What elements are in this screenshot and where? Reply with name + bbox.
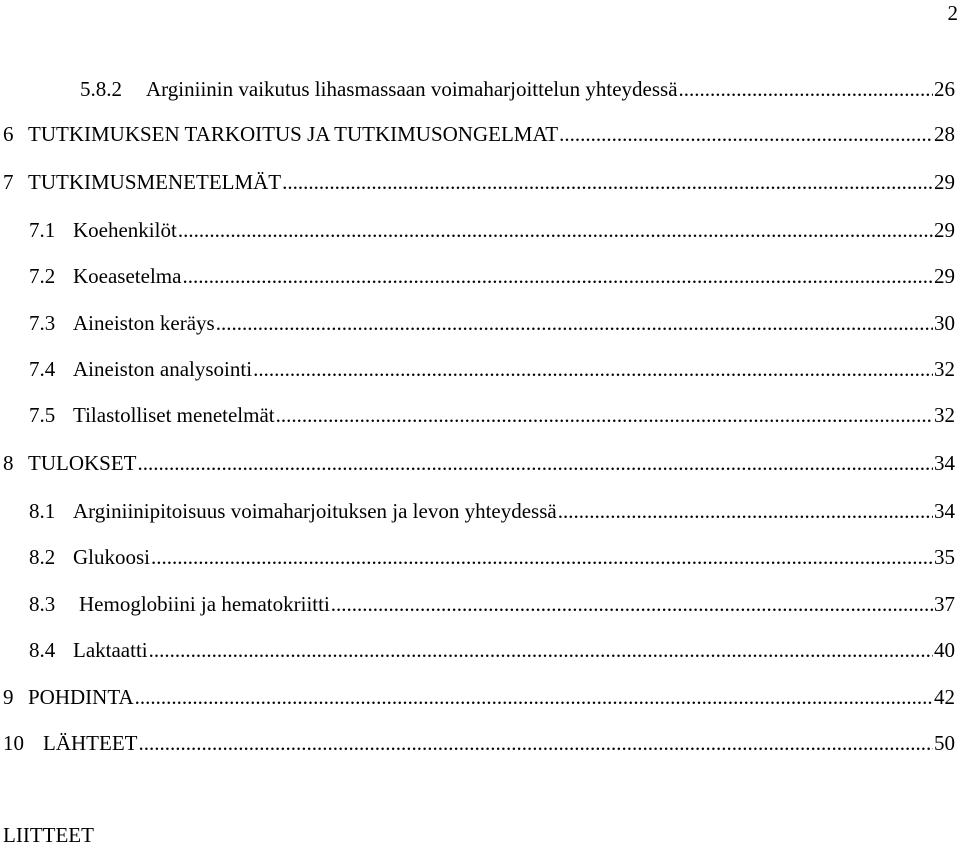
toc-entry-7-2[interactable]: [29, 262, 955, 290]
toc-number: 7.5: [29, 403, 56, 427]
toc-page-number: 35: [934, 545, 955, 569]
toc-page-number: 29: [934, 264, 955, 288]
dot-leader: [149, 636, 933, 664]
toc-number: 6: [3, 122, 14, 146]
toc-number: 7.3: [29, 311, 56, 335]
toc-entry-8-2[interactable]: [29, 543, 955, 571]
toc-title: Tilastolliset menetelmät: [73, 403, 275, 427]
toc-number: 5.8.2: [80, 77, 122, 101]
dot-leader: [151, 543, 933, 571]
toc-page-number: 50: [934, 731, 955, 755]
toc-title: TUTKIMUSMENETELMÄT: [28, 170, 282, 194]
toc-page-number: 32: [934, 403, 955, 427]
toc-entry-7[interactable]: [3, 168, 955, 196]
dot-leader: [679, 75, 933, 103]
toc-title: Hemoglobiini ja hematokriitti: [79, 592, 330, 616]
toc-number: 7.4: [29, 357, 56, 381]
toc-title: TULOKSET: [28, 451, 137, 475]
toc-title: Laktaatti: [73, 638, 148, 662]
toc-page-number: 26: [934, 77, 955, 101]
dot-leader: [331, 590, 933, 618]
toc-page-number: 29: [934, 170, 955, 194]
toc-number: 8.4: [29, 638, 56, 662]
toc-number: 7: [3, 170, 14, 194]
toc-entry-8-1[interactable]: [29, 497, 955, 525]
toc-entry-5-8-2[interactable]: [80, 75, 955, 103]
dot-leader: [178, 216, 933, 244]
toc-entry-7-3[interactable]: [29, 309, 955, 337]
toc-entry-7-4[interactable]: [29, 355, 955, 383]
dot-leader: [135, 683, 933, 711]
toc-entry-8[interactable]: [3, 449, 955, 477]
page-number: 2: [947, 1, 958, 25]
toc-page-number: 30: [934, 311, 955, 335]
dot-leader: [282, 168, 933, 196]
toc-number: 10: [3, 731, 24, 755]
toc-page-number: 34: [934, 499, 955, 523]
toc-page-number: 32: [934, 357, 955, 381]
dot-leader: [138, 449, 934, 477]
toc-title: Koehenkilöt: [73, 218, 177, 242]
dot-leader: [276, 401, 933, 429]
toc-page-number: 29: [934, 218, 955, 242]
toc-page-number: 42: [934, 685, 955, 709]
toc-page-number: 40: [934, 638, 955, 662]
toc-title: Glukoosi: [73, 545, 151, 569]
dot-leader: [253, 355, 933, 383]
toc-entry-8-4[interactable]: [29, 636, 955, 664]
toc-entry-6[interactable]: [3, 120, 955, 148]
toc-number: 7.2: [29, 264, 56, 288]
toc-title: Aineiston keräys: [73, 311, 215, 335]
toc-number: 7.1: [29, 218, 56, 242]
toc-title: POHDINTA: [28, 685, 134, 709]
toc-title: LÄHTEET: [43, 731, 138, 755]
toc-page-number: 34: [934, 451, 955, 475]
toc-number: 8.3: [29, 592, 56, 616]
toc-number: 9: [3, 685, 14, 709]
toc-entry-9[interactable]: [3, 683, 955, 711]
toc-page-number: 37: [934, 592, 955, 616]
toc-number: 8.2: [29, 545, 56, 569]
dot-leader: [182, 262, 933, 290]
toc-number: 8: [3, 451, 14, 475]
toc-page-number: 28: [934, 122, 955, 146]
dot-leader: [216, 309, 933, 337]
toc-title: Aineiston analysointi: [73, 357, 253, 381]
toc-entry-7-1[interactable]: [29, 216, 955, 244]
toc-title: Koeasetelma: [73, 264, 182, 288]
toc-title: Arginiinin vaikutus lihasmassaan voimaharjoittelun yhteydessä: [146, 77, 678, 101]
toc-title: Arginiinipitoisuus voimaharjoituksen ja levon yhteydessä: [73, 499, 557, 523]
dot-leader: [138, 729, 933, 757]
dot-leader: [559, 120, 933, 148]
toc-entry-8-3[interactable]: [29, 590, 955, 618]
appendix-heading[interactable]: LIITTEET: [3, 823, 94, 847]
toc-title: TUTKIMUKSEN TARKOITUS JA TUTKIMUSONGELMAT: [28, 122, 559, 146]
toc-entry-7-5[interactable]: [29, 401, 955, 429]
toc-number: 8.1: [29, 499, 56, 523]
toc-entry-10[interactable]: [3, 729, 955, 757]
dot-leader: [558, 497, 933, 525]
